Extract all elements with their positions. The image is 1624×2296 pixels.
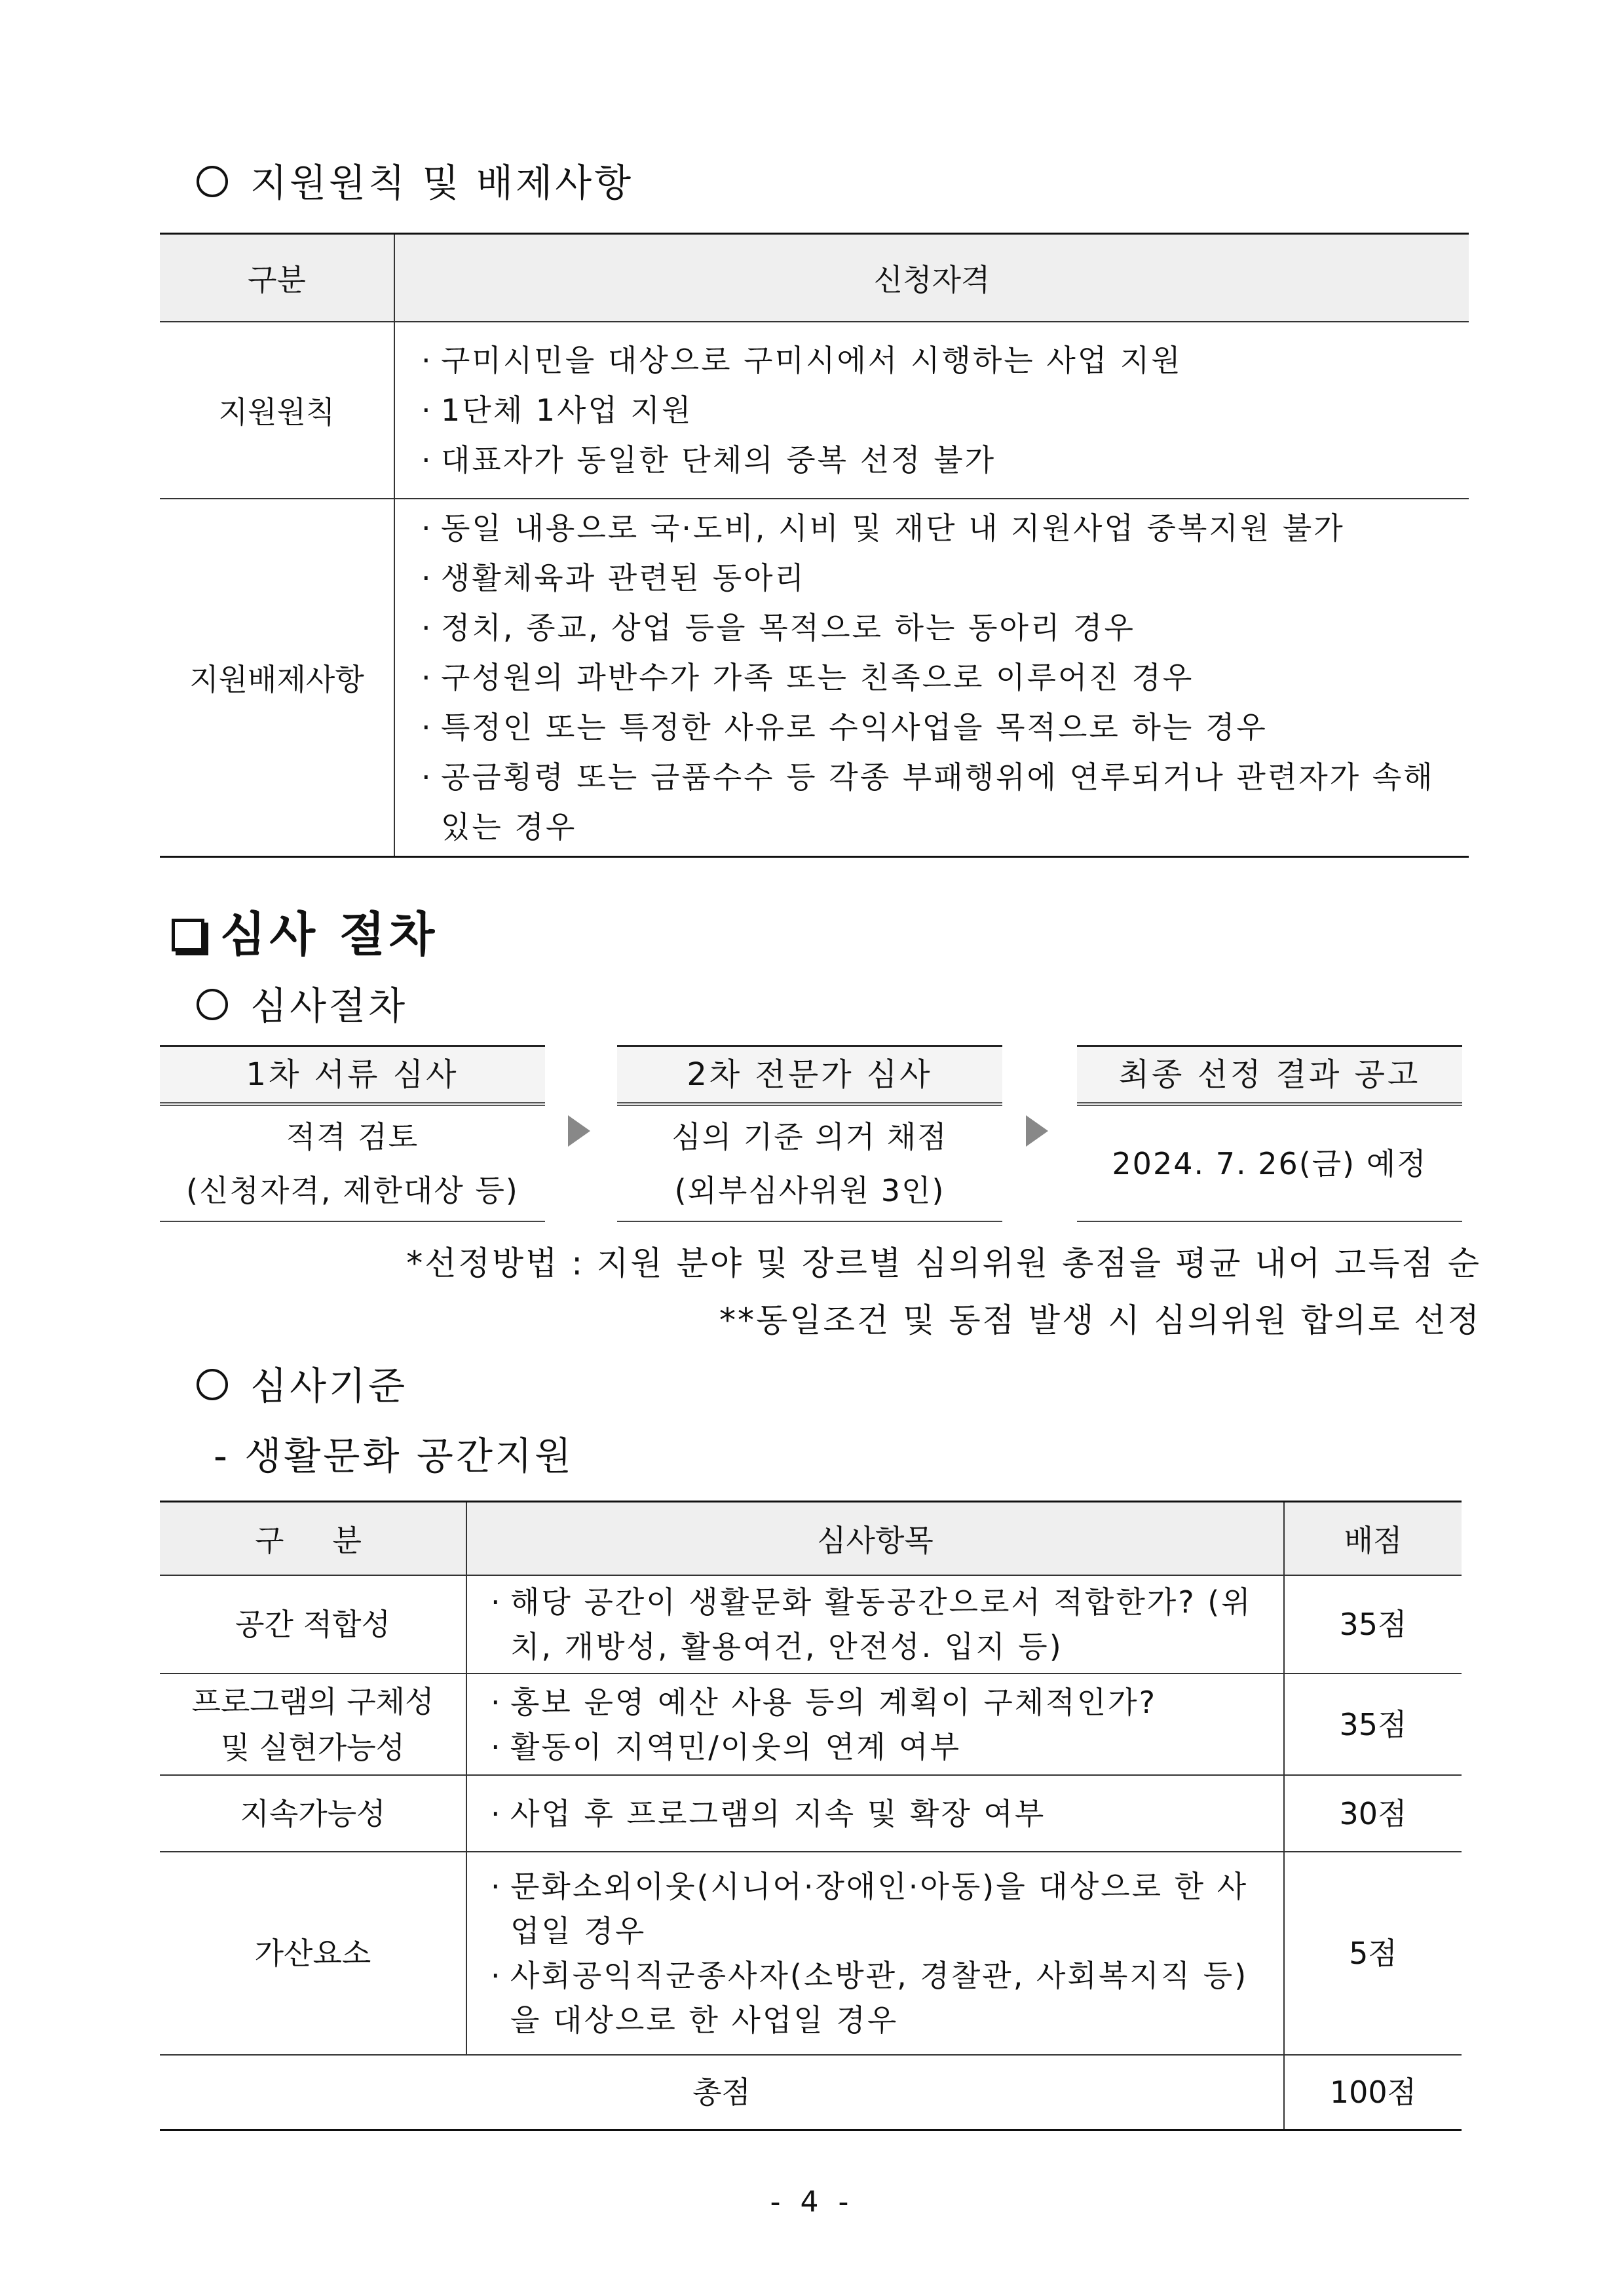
list-item: · 공금횡령 또는 금품수수 등 각종 부패행위에 연루되거나 관련자가 속해있는 경우: [419, 752, 1453, 852]
table-header-row: [160, 1502, 1462, 1576]
header-eligibility: 신청자격: [394, 234, 1469, 322]
row-label-line: 및 실현가능성: [220, 1729, 406, 1765]
square-bullet-icon: [172, 919, 204, 951]
header-score: 배점: [1284, 1502, 1462, 1576]
row-content: [394, 499, 1469, 857]
arrow-right-icon: [1026, 1115, 1048, 1147]
step-line: (외부심사위원 3인): [674, 1172, 945, 1208]
table-row: [160, 1852, 1462, 2055]
row-label-line: 가산요소: [254, 1936, 371, 1971]
list-item: · 대표자가 동일한 단체의 중복 선정 불가: [419, 435, 1453, 485]
step-title: 1차 서류 심사: [160, 1045, 545, 1106]
note-tie-rule: **동일조건 및 동점 발생 시 심의위원 합의로 선정: [719, 1301, 1481, 1339]
step-title: 2차 전문가 심사: [617, 1045, 1002, 1106]
list-item: · 문화소외이웃(시니어·장애인·아동)을 대상으로 한 사업일 경우: [488, 1864, 1264, 1953]
step-line: 적격 검토: [286, 1119, 419, 1155]
row-label-line: 프로그램의 구체성: [191, 1683, 434, 1719]
header-review-items: 심사항목: [466, 1502, 1284, 1576]
eligibility-table: [160, 233, 1469, 858]
row-label: [160, 1674, 466, 1775]
section-heading-text: 심사 절차: [220, 907, 439, 962]
section-heading-review: [172, 896, 438, 965]
list-item: · 활동이 지역민/이웃의 연계 여부: [488, 1725, 1264, 1769]
list-item: · 1단체 1사업 지원: [419, 385, 1453, 435]
step-body: [617, 1106, 1002, 1222]
subheading-text: 심사절차: [250, 984, 408, 1028]
table-row: [160, 1674, 1462, 1775]
step-body: [160, 1106, 545, 1222]
row-score: 5점: [1284, 1852, 1462, 2055]
table-row: [160, 1575, 1462, 1674]
section-heading-text: 지원원칙 및 배제사항: [250, 161, 634, 205]
list-item: · 정치, 종교, 상업 등을 목적으로 하는 동아리 경우: [419, 603, 1453, 653]
row-label: [160, 1775, 466, 1852]
total-score: 100점: [1284, 2055, 1462, 2130]
list-item: · 구미시민을 대상으로 구미시에서 시행하는 사업 지원: [419, 335, 1453, 385]
list-item: · 해당 공간이 생활문화 활동공간으로서 적합한가? (위치, 개방성, 활용여건, 안전성. 입지 등): [488, 1580, 1264, 1669]
step-final-announcement: [1077, 1045, 1462, 1222]
list-item: · 특정인 또는 특정한 사유로 수익사업을 목적으로 하는 경우: [419, 702, 1453, 752]
list-item: · 생활체육과 관련된 동아리: [419, 553, 1453, 603]
table-row: [160, 499, 1469, 857]
row-score: 35점: [1284, 1674, 1462, 1775]
list-item: · 홍보 운영 예산 사용 등의 계획이 구체적인가?: [488, 1680, 1264, 1725]
list-item: · 동일 내용으로 국·도비, 시비 및 재단 내 지원사업 중복지원 불가: [419, 503, 1453, 553]
table-total-row: [160, 2055, 1462, 2130]
circle-bullet-icon: [197, 1369, 228, 1400]
row-content: [466, 1852, 1284, 2055]
step-line: 심의 기준 의거 채점: [671, 1119, 948, 1155]
subheading-space-support: - 생활문화 공간지원: [214, 1434, 575, 1478]
subheading-text: 심사기준: [250, 1364, 408, 1408]
circle-bullet-icon: [197, 166, 228, 197]
criteria-table: [160, 1501, 1462, 2131]
table-row: [160, 322, 1469, 499]
list-item: · 구성원의 과반수가 가족 또는 친족으로 이루어진 경우: [419, 653, 1453, 702]
step-expert-review: [617, 1045, 1002, 1222]
list-item: · 사회공익직군종사자(소방관, 경찰관, 사회복지직 등)을 대상으로 한 사업일 경우: [488, 1953, 1264, 2042]
step-document-review: [160, 1045, 545, 1222]
row-label: [160, 1575, 466, 1674]
circle-bullet-icon: [197, 989, 228, 1020]
row-score: 35점: [1284, 1575, 1462, 1674]
total-label: 총점: [160, 2055, 1284, 2130]
row-content: [466, 1575, 1284, 1674]
note-selection-method: *선정방법 : 지원 분야 및 장르별 심의위원 총점을 평균 내어 고득점 순: [406, 1244, 1481, 1282]
subheading-review-criteria: [197, 1355, 407, 1410]
list-item: · 사업 후 프로그램의 지속 및 확장 여부: [488, 1791, 1264, 1836]
row-label: 지원원칙: [160, 322, 394, 499]
table-row: [160, 1775, 1462, 1852]
row-score: 30점: [1284, 1775, 1462, 1852]
row-content: [466, 1674, 1284, 1775]
step-line: (신청자격, 제한대상 등): [186, 1172, 519, 1208]
arrow-right-icon: [568, 1115, 590, 1147]
header-category: 구 분: [160, 1502, 466, 1576]
row-content: [394, 322, 1469, 499]
row-label-line: 지속가능성: [240, 1795, 386, 1831]
section-heading-principles: [197, 152, 633, 207]
table-header-row: [160, 234, 1469, 322]
subheading-review-process: [197, 975, 407, 1030]
header-category: 구분: [160, 234, 394, 322]
step-line: 2024. 7. 26(금) 예정: [1112, 1145, 1427, 1181]
step-body: [1077, 1106, 1462, 1222]
row-label-line: 공간 적합성: [235, 1607, 390, 1642]
row-label: [160, 1852, 466, 2055]
row-label: 지원배제사항: [160, 499, 394, 857]
page-number: - 4 -: [770, 2185, 854, 2219]
step-title: 최종 선정 결과 공고: [1077, 1045, 1462, 1106]
row-content: [466, 1775, 1284, 1852]
